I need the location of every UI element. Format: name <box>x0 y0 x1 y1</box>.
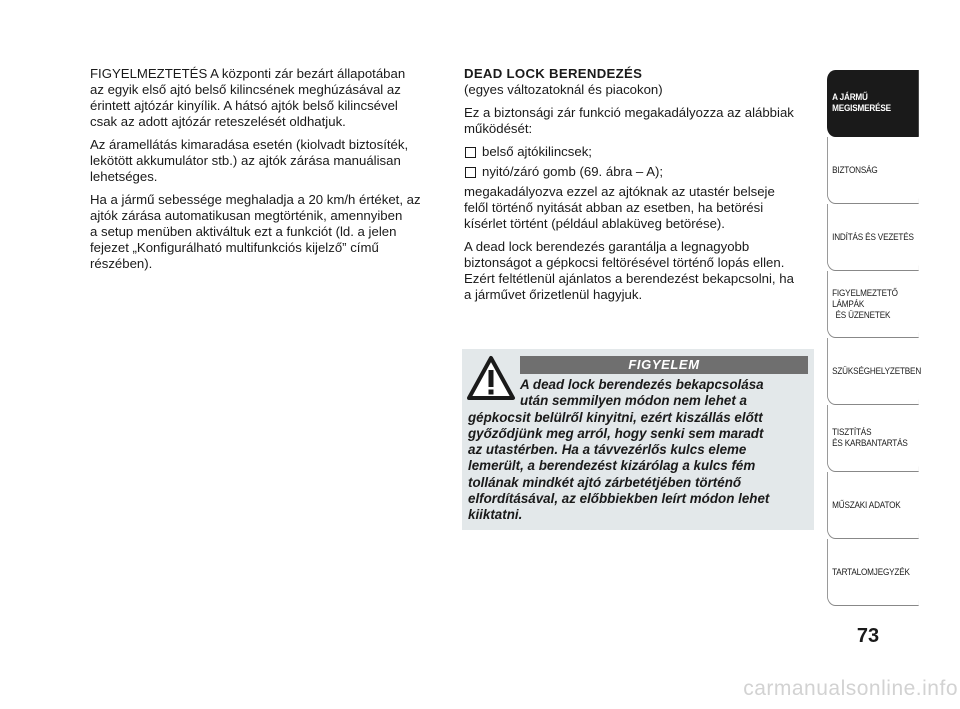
left-paragraph-3: Ha a jármű sebessége meghaladja a 20 km/h értéket, az ajtók zárása automatikusan megtörténik, amennyiben a setup menüben aktiváltuk ezt a funkciót (ld. a jelen fejezet „Konfigurálható multifunkciós kijelző” című részében). <box>90 192 421 271</box>
left-paragraph-2: Az áramellátás kimaradása esetén (kiolvadt biztosíték, lekötött akkumulátor stb.) az ajtók zárása manuálisan lehetséges. <box>90 137 409 184</box>
tab-tisztitas-es-karbantartas[interactable]: TISZTÍTÁS ÉS KARBANTARTÁS <box>827 405 919 472</box>
tab-inditas-es-vezetes[interactable]: INDÍTÁS ÉS VEZETÉS <box>827 204 919 271</box>
tab-szukseghelyzetben[interactable]: SZÜKSÉGHELYZETBEN <box>827 338 919 405</box>
page-number: 73 <box>856 625 880 647</box>
after-bullets-paragraph: megakadályozva ezzel az ajtóknak az utastér belseje felől történő nyitását abban az esetben, ha betörési kísérlet történt (például ablaküveg betörése). <box>464 184 775 231</box>
section-heading: DEAD LOCK BERENDEZÉS <box>464 66 643 81</box>
tab-figyelmezteto-lampak[interactable]: FIGYELMEZTETŐ LÁMPÁK ÉS ÜZENETEK <box>827 271 919 338</box>
final-paragraph: A dead lock berendezés garantálja a legnagyobb biztonságot a gépkocsi feltörésével történő lopás ellen. Ezért feltétlenül ajánlatos a berendezést bekapcsolni, ha a járművet őrizetlenül hagyjuk. <box>464 239 794 302</box>
right-column <box>464 66 816 310</box>
tab-a-jarmu-megismerese[interactable]: A JÁRMŰ MEGISMERÉSE <box>827 70 919 137</box>
left-column <box>90 66 440 279</box>
tab-tartalomjegyzek[interactable]: TARTALOMJEGYZÉK <box>827 539 919 606</box>
list-item: belső ajtókilincsek; <box>464 144 816 160</box>
tab-biztonsag[interactable]: BIZTONSÁG <box>827 137 919 204</box>
checkbox-bullet-icon <box>465 147 476 158</box>
watermark: carmanualsonline.info <box>743 677 958 700</box>
section-subheading: (egyes változatoknál és piacokon) <box>464 82 663 97</box>
warning-text: A dead lock berendezés bekapcsolása után semmilyen módon nem lehet a gépkocsit belülről kinyitni, ezért kiszállás előtt győződjünk meg arról, hogy senki sem maradt az utastérben. Ha a távvezérlős kulcs eleme lemerült, a berendezést kizárólag a kulcs fém tollának mindkét ajtó zárbetétjében történő elfordításával, az előbbiekben leírt módon lehet kiiktatni. <box>468 377 770 523</box>
left-paragraph-1: FIGYELMEZTETÉS A központi zár bezárt állapotában az egyik első ajtó belső kilincsének meghúzásával az érintett ajtózár kinyílik. A hátsó ajtók belső kilincsével csak az adott ajtózár reteszelését oldhatjuk. <box>90 66 406 129</box>
warning-box <box>462 349 814 530</box>
list-item: nyitó/záró gomb (69. ábra – A); <box>464 164 816 180</box>
checkbox-bullet-icon <box>465 167 476 178</box>
chapter-tabs <box>827 70 922 606</box>
tab-muszaki-adatok[interactable]: MŰSZAKI ADATOK <box>827 472 919 539</box>
intro-paragraph: Ez a biztonsági zár funkció megakadályozza az alábbiak működését: <box>464 105 794 136</box>
warning-label: FIGYELEM <box>520 356 808 374</box>
